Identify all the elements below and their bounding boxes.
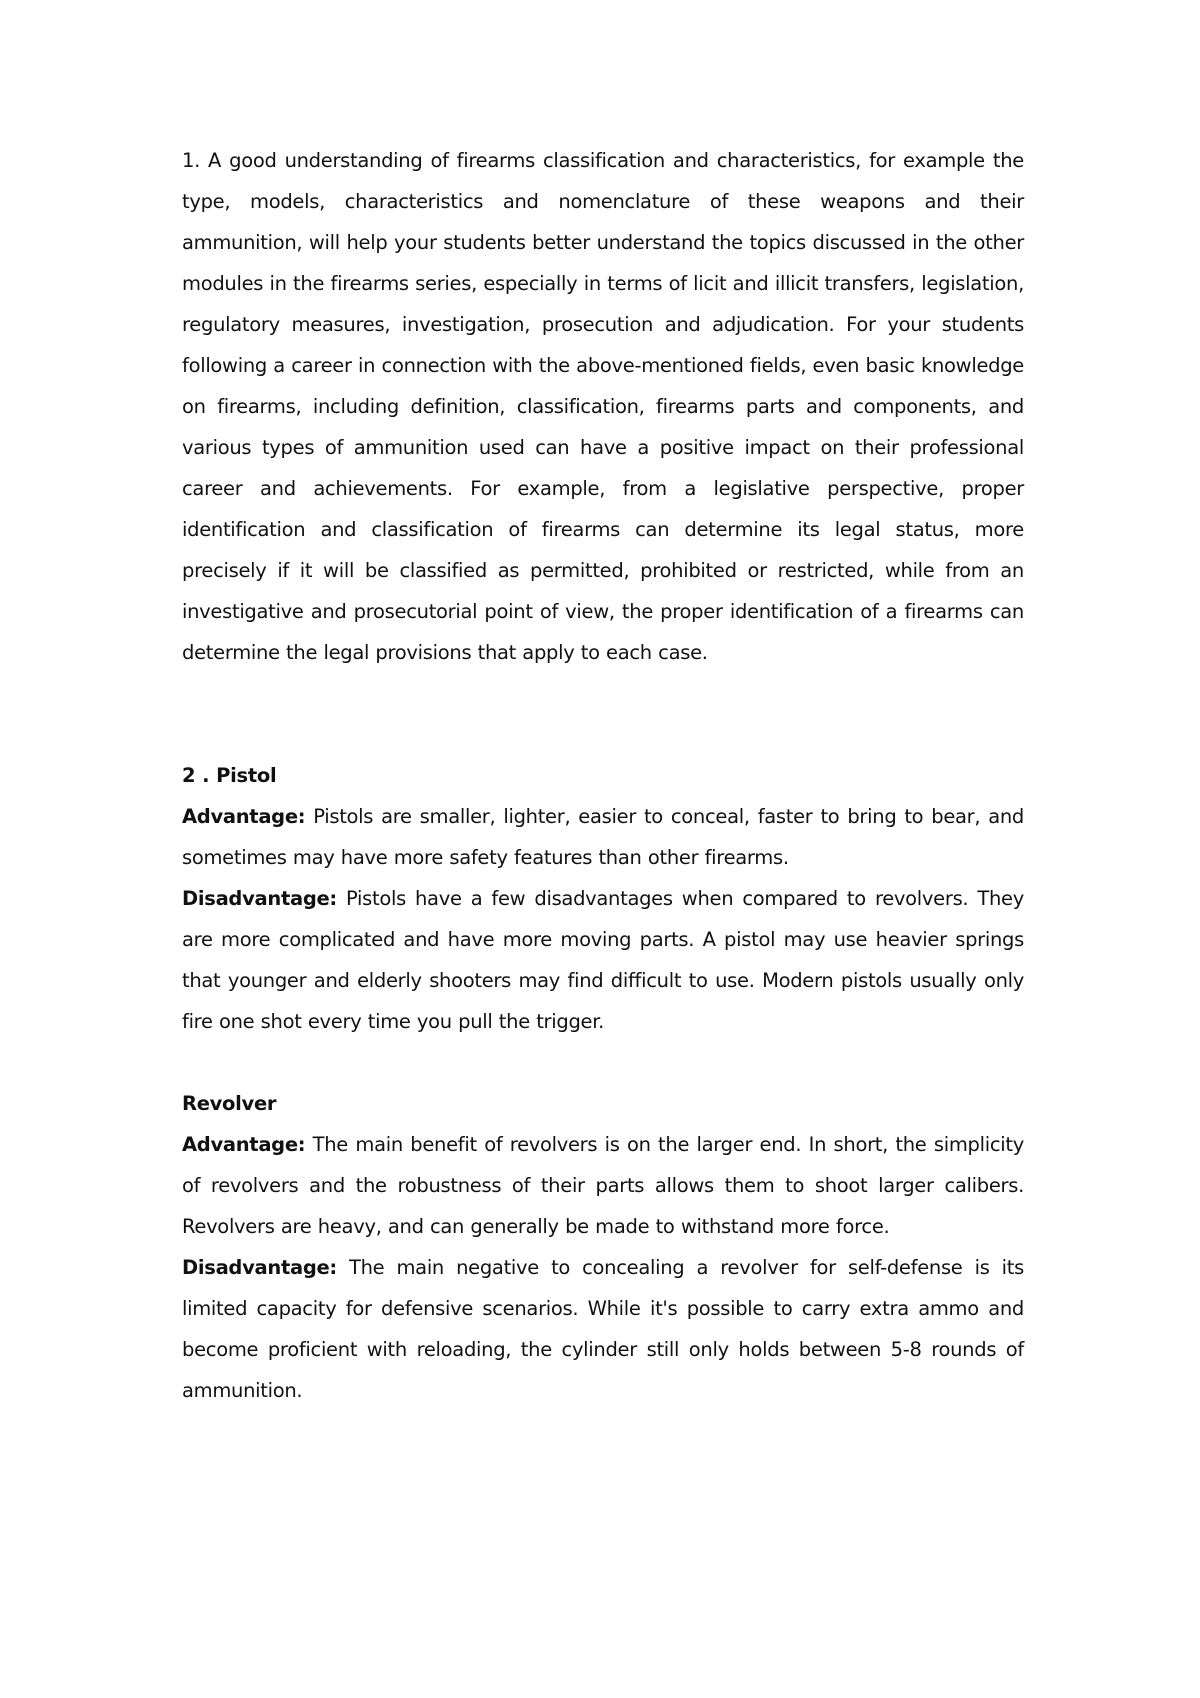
pistol-disadvantage-label: Disadvantage: [182, 887, 337, 910]
document-body [182, 140, 1024, 1411]
revolver-disadvantage-paragraph [182, 1247, 1024, 1411]
section-spacer [182, 673, 1024, 755]
revolver-advantage-label: Advantage: [182, 1133, 306, 1156]
pistol-disadvantage-paragraph [182, 878, 1024, 1042]
pistol-heading: 2 . Pistol [182, 764, 277, 787]
pistol-disadvantage-text: Pistols have a few disadvantages when compared to revolvers. They are more complicated and have more moving parts. A pistol may use heavier springs that younger and elderly shooters may find difficult to use. Modern pistols usually only fire one shot every time you pull the trigger. [182, 887, 1024, 1033]
revolver-disadvantage-text: The main negative to concealing a revolver for self-defense is its limited capacity for defensive scenarios. While it's possible to carry extra ammo and become proficient with reloading, the cylinder still only holds between 5-8 rounds of ammunition. [182, 1256, 1024, 1402]
pistol-advantage-paragraph [182, 796, 1024, 878]
section-1-paragraph: 1. A good understanding of firearms classification and characteristics, for example the type, models, characteristics and nomenclature of these weapons and their ammunition, will help your students better understand the topics discussed in the other modules in the firearms series, especially in terms of licit and illicit transfers, legislation, regulatory measures, investigation, prosecution and adjudication. For your students following a career in connection with the above-mentioned fields, even basic knowledge on firearms, including definition, classification, firearms parts and components, and various types of ammunition used can have a positive impact on their professional career and achievements. For example, from a legislative perspective, proper identification and classification of firearms can determine its legal status, more precisely if it will be classified as permitted, prohibited or restricted, while from an investigative and prosecutorial point of view, the proper identification of a firearms can determine the legal provisions that apply to each case. [182, 149, 1024, 664]
revolver-disadvantage-label: Disadvantage: [182, 1256, 337, 1279]
revolver-advantage-text: The main benefit of revolvers is on the larger end. In short, the simplicity of revolvers and the robustness of their parts allows them to shoot larger calibers. Revolvers are heavy, and can generally be made to withstand more force. [182, 1133, 1024, 1238]
pistol-advantage-text: Pistols are smaller, lighter, easier to conceal, faster to bring to bear, and sometimes may have more safety features than other firearms. [182, 805, 1024, 869]
revolver-advantage-paragraph [182, 1124, 1024, 1247]
section-spacer [182, 1042, 1024, 1083]
pistol-advantage-label: Advantage: [182, 805, 306, 828]
revolver-heading: Revolver [182, 1092, 277, 1115]
